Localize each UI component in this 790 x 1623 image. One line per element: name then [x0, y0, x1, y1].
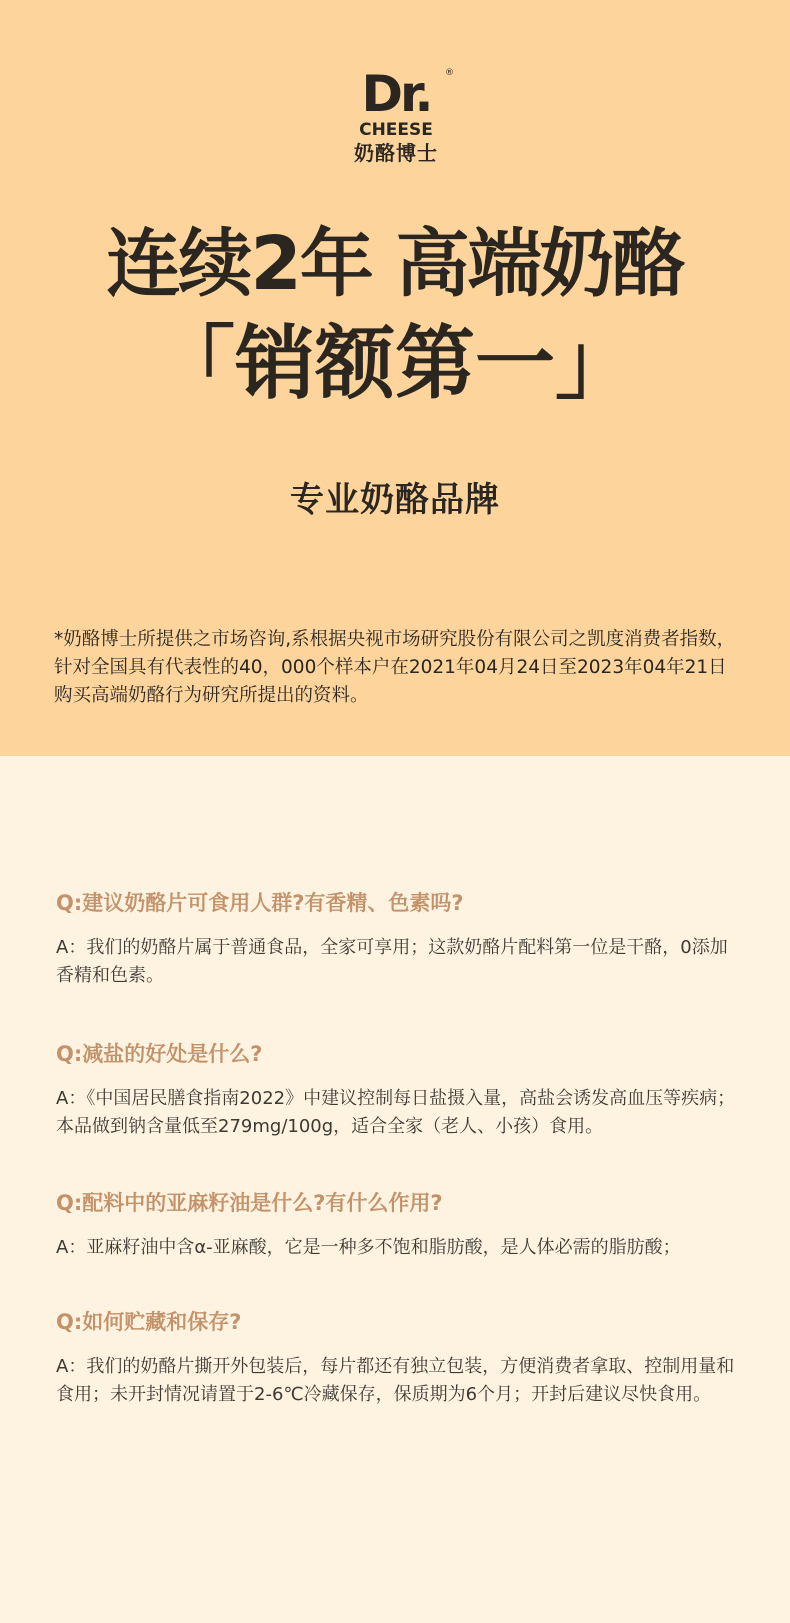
- faq-question: Q:配料中的亚麻籽油是什么?有什么作用?: [56, 1191, 443, 1215]
- logo-chinese-name: 奶酪博士: [354, 141, 438, 165]
- faq-answer: A：我们的奶酪片撕开外包装后，每片都还有独立包装，方便消费者拿取、控制用量和食用；未开封情况请置于2-6℃冷藏保存，保质期为6个月；开封后建议尽快食用。: [56, 1356, 735, 1405]
- footnote: *奶酪博士所提供之市场咨询,系根据央视市场研究股份有限公司之凯度消费者指数，针对全国具有代表性的40，000个样本户在2021年04月24日至2023年04年21日购买高端奶酪行为研究所提出的资料。: [54, 629, 736, 706]
- faq-answer: A：《中国居民膳食指南2022》中建议控制每日盐摄入量，高盐会诱发高血压等疾病；本品做到钠含量低至279mg/100g，适合全家（老人、小孩）食用。: [56, 1088, 736, 1137]
- subtitle: 专业奶酪品牌: [290, 480, 500, 520]
- faq-question: Q:减盐的好处是什么?: [56, 1042, 263, 1066]
- faq-item: [56, 1188, 736, 1262]
- logo-dr-text: Dr.: [361, 65, 431, 123]
- faq-answer: A：亚麻籽油中含α-亚麻酸，它是一种多不饱和脂肪酸，是人体必需的脂肪酸；: [56, 1237, 681, 1258]
- faq-question: Q:如何贮藏和保存?: [56, 1310, 242, 1334]
- faq-item: [56, 1307, 736, 1409]
- faq-item: [56, 888, 736, 990]
- faq-question: Q:建议奶酪片可食用人群?有香精、色素吗?: [56, 891, 464, 915]
- brand-logo: [344, 65, 454, 176]
- headline-line-2: 「销额第一」: [155, 317, 635, 410]
- headline-line-1: 连续2年 高端奶酪: [106, 221, 684, 307]
- logo-cheese-text: CHEESE: [359, 120, 433, 140]
- registered-mark: ®: [445, 68, 454, 78]
- hero-section: [0, 0, 790, 756]
- faq-answer: A：我们的奶酪片属于普通食品，全家可享用；这款奶酪片配料第一位是干酪，0添加香精和色素。: [56, 937, 728, 986]
- faq-item: [56, 1039, 736, 1141]
